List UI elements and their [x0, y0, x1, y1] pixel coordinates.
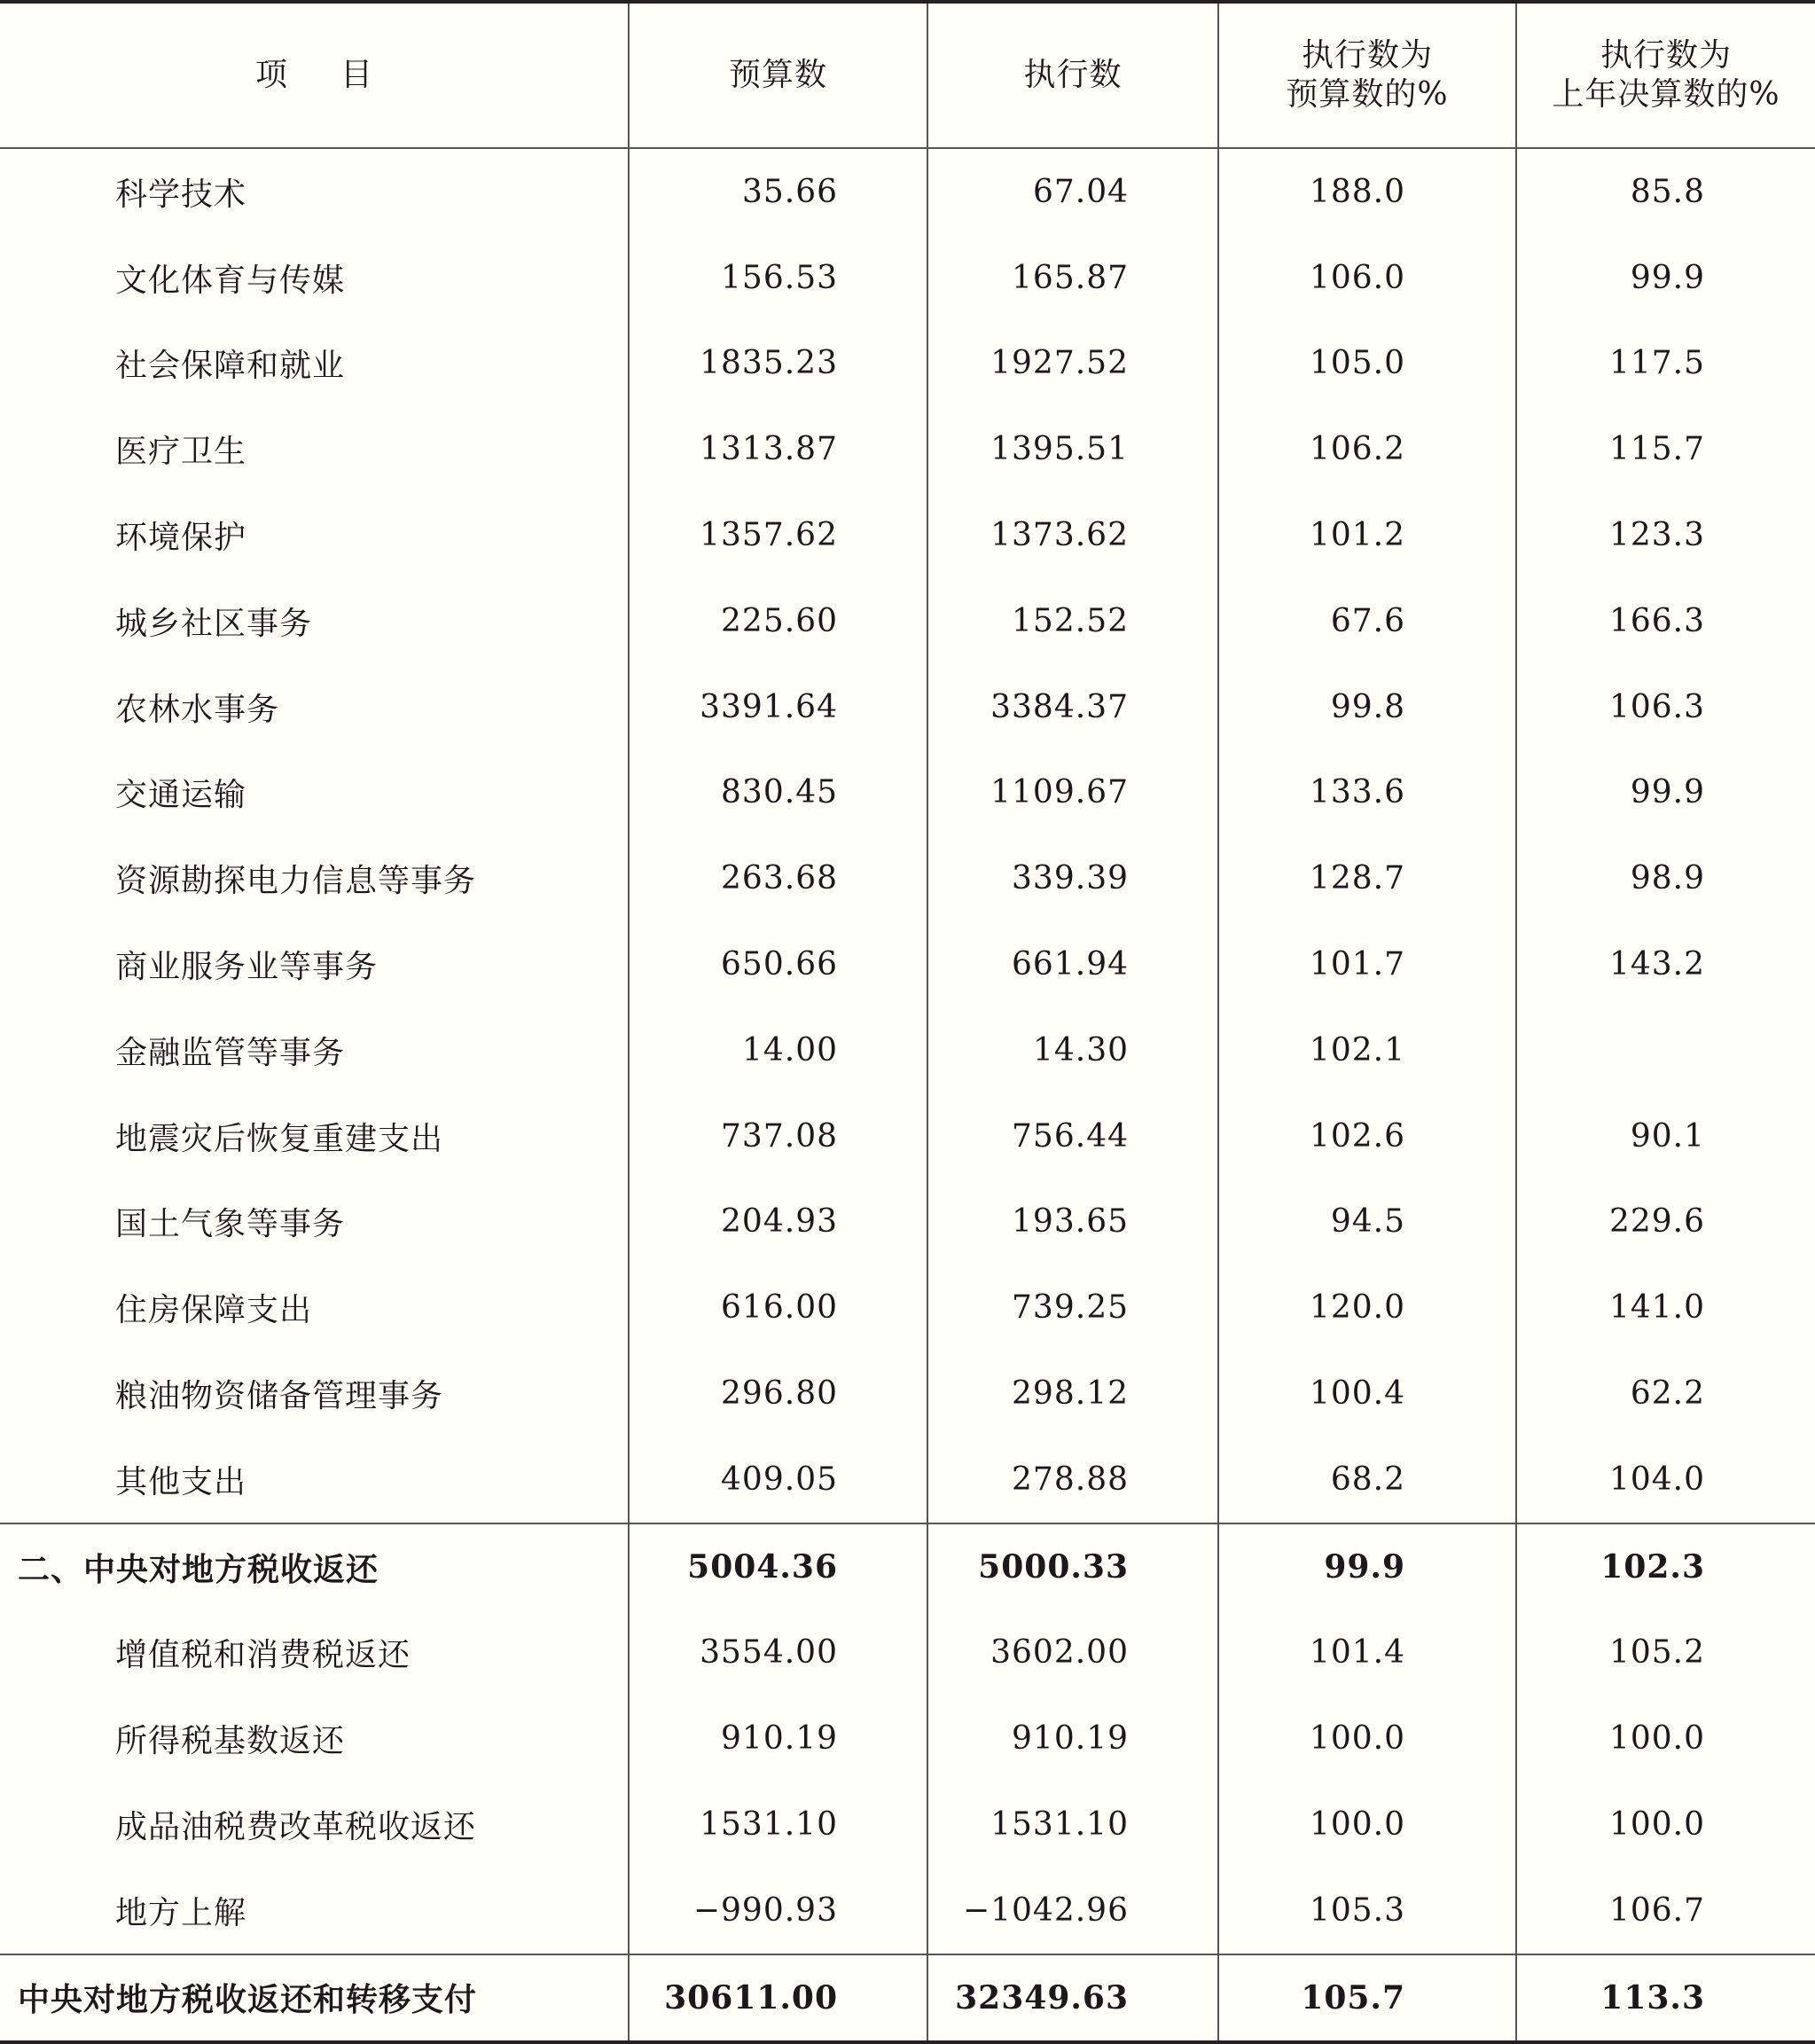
- row-item-name: 二、中央对地方税收返还: [0, 1523, 629, 1610]
- table-row: [0, 321, 1815, 407]
- section-row: [0, 1523, 1815, 1610]
- row-pct-budget-value: 105.0: [1218, 321, 1516, 407]
- row-pct-prev-value: 99.9: [1630, 259, 1705, 296]
- row-pct-budget-value: 102.1: [1218, 1007, 1516, 1093]
- header-item: [0, 2, 629, 148]
- table-row: [0, 664, 1815, 750]
- table-row: [0, 1007, 1815, 1093]
- row-actual-value: 339.39: [927, 835, 1218, 921]
- row-budget-value: 30611.00: [629, 1954, 927, 2042]
- header-pct-budget: [1218, 2, 1516, 148]
- row-actual-value: 152.52: [927, 578, 1218, 664]
- row-item-name: 住房保障支出: [0, 1265, 629, 1351]
- row-pct-budget-value: 99.8: [1218, 664, 1516, 750]
- row-pct-budget-value: 105.3: [1218, 1868, 1516, 1954]
- header-label: 执行数为: [1301, 37, 1433, 74]
- row-pct-prev-value: 104.0: [1608, 1461, 1705, 1498]
- row-budget-value: 1531.10: [629, 1782, 927, 1868]
- row-item-name: 文化体育与传媒: [0, 235, 629, 321]
- row-actual-value: 1531.10: [927, 1782, 1218, 1868]
- row-budget-value: 1313.87: [629, 406, 927, 492]
- row-pct-budget-value: 128.7: [1218, 835, 1516, 921]
- row-pct-budget-value: 99.9: [1218, 1523, 1516, 1610]
- row-pct-prev-value: 115.7: [1608, 431, 1705, 468]
- row-pct-prev-value: 102.3: [1516, 1523, 1815, 1610]
- row-actual-value: 298.12: [927, 1351, 1218, 1437]
- row-actual-value: 32349.63: [927, 1954, 1218, 2042]
- row-budget-value: 296.80: [629, 1351, 927, 1437]
- row-actual-value: 739.25: [927, 1265, 1218, 1351]
- table-row: [0, 406, 1815, 492]
- table-row: [0, 235, 1815, 321]
- row-pct-prev-value: 85.8: [1630, 173, 1705, 210]
- row-budget-value: 1357.62: [629, 492, 927, 578]
- table-row: [0, 750, 1815, 836]
- row-actual-value: 3384.37: [927, 664, 1218, 750]
- table-row: [0, 578, 1815, 664]
- row-actual-value: 1927.52: [927, 321, 1218, 407]
- row-item-name: 粮油物资储备管理事务: [0, 1351, 629, 1437]
- header-label: 执行数为: [1600, 37, 1732, 74]
- table-body: [0, 148, 1815, 2042]
- row-actual-value: 1395.51: [927, 406, 1218, 492]
- row-budget-value: 156.53: [629, 235, 927, 321]
- row-pct-prev-value: 106.3: [1608, 688, 1705, 725]
- row-pct-budget-value: 106.2: [1218, 406, 1516, 492]
- row-budget-value: 830.45: [629, 750, 927, 836]
- row-pct-budget-value: 101.4: [1218, 1610, 1516, 1696]
- table-row: [0, 921, 1815, 1007]
- table-row: [0, 1437, 1815, 1523]
- header-actual: [927, 2, 1218, 148]
- table-row: [0, 148, 1815, 235]
- row-item-name: 资源勘探电力信息等事务: [0, 835, 629, 921]
- header-label: 上年决算数的%: [1552, 76, 1780, 113]
- row-pct-prev-value: [1516, 1007, 1815, 1093]
- row-actual-value: 1109.67: [927, 750, 1218, 836]
- row-budget-value: 1835.23: [629, 321, 927, 407]
- row-pct-budget-value: 100.4: [1218, 1351, 1516, 1437]
- row-item-name: 所得税基数返还: [0, 1696, 629, 1782]
- header-label: 预算数: [728, 57, 827, 93]
- row-item-name: 城乡社区事务: [0, 578, 629, 664]
- row-actual-value: −1042.96: [927, 1868, 1218, 1954]
- row-pct-prev-value: 105.2: [1608, 1634, 1705, 1672]
- row-pct-budget-value: 100.0: [1218, 1696, 1516, 1782]
- row-budget-value: 35.66: [629, 148, 927, 235]
- row-budget-value: 3391.64: [629, 664, 927, 750]
- row-pct-prev-value: 99.9: [1630, 774, 1705, 811]
- row-budget-value: 5004.36: [629, 1523, 927, 1610]
- row-budget-value: 616.00: [629, 1265, 927, 1351]
- row-pct-budget-value: 105.7: [1218, 1954, 1516, 2042]
- row-pct-budget-value: 188.0: [1218, 148, 1516, 235]
- row-pct-prev-value: 143.2: [1608, 946, 1705, 983]
- row-item-name: 社会保障和就业: [0, 321, 629, 407]
- table-row: [0, 1782, 1815, 1868]
- row-actual-value: 193.65: [927, 1179, 1218, 1265]
- row-pct-budget-value: 101.2: [1218, 492, 1516, 578]
- header-label: 执行数: [1023, 57, 1123, 93]
- row-item-name: 成品油税费改革税收返还: [0, 1782, 629, 1868]
- header-budget: [629, 2, 927, 148]
- row-pct-prev-value: 113.3: [1516, 1954, 1815, 2042]
- header-pct-prev: [1516, 2, 1815, 148]
- row-budget-value: −990.93: [629, 1868, 927, 1954]
- table-row: [0, 1351, 1815, 1437]
- row-actual-value: 278.88: [927, 1437, 1218, 1523]
- header-label: 预算数的%: [1286, 76, 1449, 113]
- row-item-name: 其他支出: [0, 1437, 629, 1523]
- row-pct-prev-value: 117.5: [1608, 345, 1705, 382]
- table-row: [0, 835, 1815, 921]
- row-budget-value: 737.08: [629, 1093, 927, 1179]
- table-row: [0, 1265, 1815, 1351]
- row-item-name: 商业服务业等事务: [0, 921, 629, 1007]
- row-pct-prev-value: 100.0: [1608, 1720, 1705, 1758]
- table-header: [0, 2, 1815, 148]
- row-pct-budget-value: 101.7: [1218, 921, 1516, 1007]
- row-budget-value: 910.19: [629, 1696, 927, 1782]
- row-item-name: 农林水事务: [0, 664, 629, 750]
- row-actual-value: 910.19: [927, 1696, 1218, 1782]
- row-item-name: 金融监管等事务: [0, 1007, 629, 1093]
- row-item-name: 地方上解: [0, 1868, 629, 1954]
- table-row: [0, 1868, 1815, 1954]
- row-budget-value: 650.66: [629, 921, 927, 1007]
- row-budget-value: 204.93: [629, 1179, 927, 1265]
- row-pct-prev-value: 98.9: [1630, 860, 1705, 897]
- row-actual-value: 14.30: [927, 1007, 1218, 1093]
- row-actual-value: 756.44: [927, 1093, 1218, 1179]
- row-actual-value: 165.87: [927, 235, 1218, 321]
- row-pct-prev-value: 106.7: [1608, 1891, 1705, 1929]
- table-row: [0, 1179, 1815, 1265]
- row-item-name: 环境保护: [0, 492, 629, 578]
- table-row: [0, 492, 1815, 578]
- header-row: [0, 2, 1815, 148]
- row-pct-prev-value: 229.6: [1608, 1203, 1705, 1241]
- row-item-name: 科学技术: [0, 148, 629, 235]
- row-pct-prev-value: 100.0: [1608, 1806, 1705, 1844]
- header-label: 项目: [254, 57, 426, 93]
- row-item-name: 增值税和消费税返还: [0, 1610, 629, 1696]
- row-actual-value: 1373.62: [927, 492, 1218, 578]
- row-item-name: 医疗卫生: [0, 406, 629, 492]
- row-actual-value: 67.04: [927, 148, 1218, 235]
- row-item-name: 国土气象等事务: [0, 1179, 629, 1265]
- row-budget-value: 409.05: [629, 1437, 927, 1523]
- row-budget-value: 3554.00: [629, 1610, 927, 1696]
- row-pct-prev-value: 166.3: [1608, 602, 1705, 639]
- row-pct-budget-value: 68.2: [1218, 1437, 1516, 1523]
- table-row: [0, 1696, 1815, 1782]
- row-pct-budget-value: 102.6: [1218, 1093, 1516, 1179]
- row-pct-prev-value: 90.1: [1630, 1117, 1705, 1155]
- row-item-name: 地震灾后恢复重建支出: [0, 1093, 629, 1179]
- total-row: [0, 1954, 1815, 2042]
- row-pct-prev-value: 62.2: [1630, 1375, 1705, 1413]
- row-item-name: 中央对地方税收返还和转移支付: [0, 1954, 629, 2042]
- row-budget-value: 263.68: [629, 835, 927, 921]
- row-pct-budget-value: 94.5: [1218, 1179, 1516, 1265]
- row-pct-budget-value: 106.0: [1218, 235, 1516, 321]
- row-pct-prev-value: 123.3: [1608, 517, 1705, 554]
- row-actual-value: 3602.00: [927, 1610, 1218, 1696]
- row-budget-value: 14.00: [629, 1007, 927, 1093]
- row-pct-prev-value: 141.0: [1608, 1289, 1705, 1327]
- row-pct-budget-value: 133.6: [1218, 750, 1516, 836]
- row-actual-value: 5000.33: [927, 1523, 1218, 1610]
- table-row: [0, 1093, 1815, 1179]
- table-row: [0, 1610, 1815, 1696]
- row-pct-budget-value: 120.0: [1218, 1265, 1516, 1351]
- row-budget-value: 225.60: [629, 578, 927, 664]
- row-item-name: 交通运输: [0, 750, 629, 836]
- row-pct-budget-value: 67.6: [1218, 578, 1516, 664]
- row-actual-value: 661.94: [927, 921, 1218, 1007]
- row-pct-budget-value: 100.0: [1218, 1782, 1516, 1868]
